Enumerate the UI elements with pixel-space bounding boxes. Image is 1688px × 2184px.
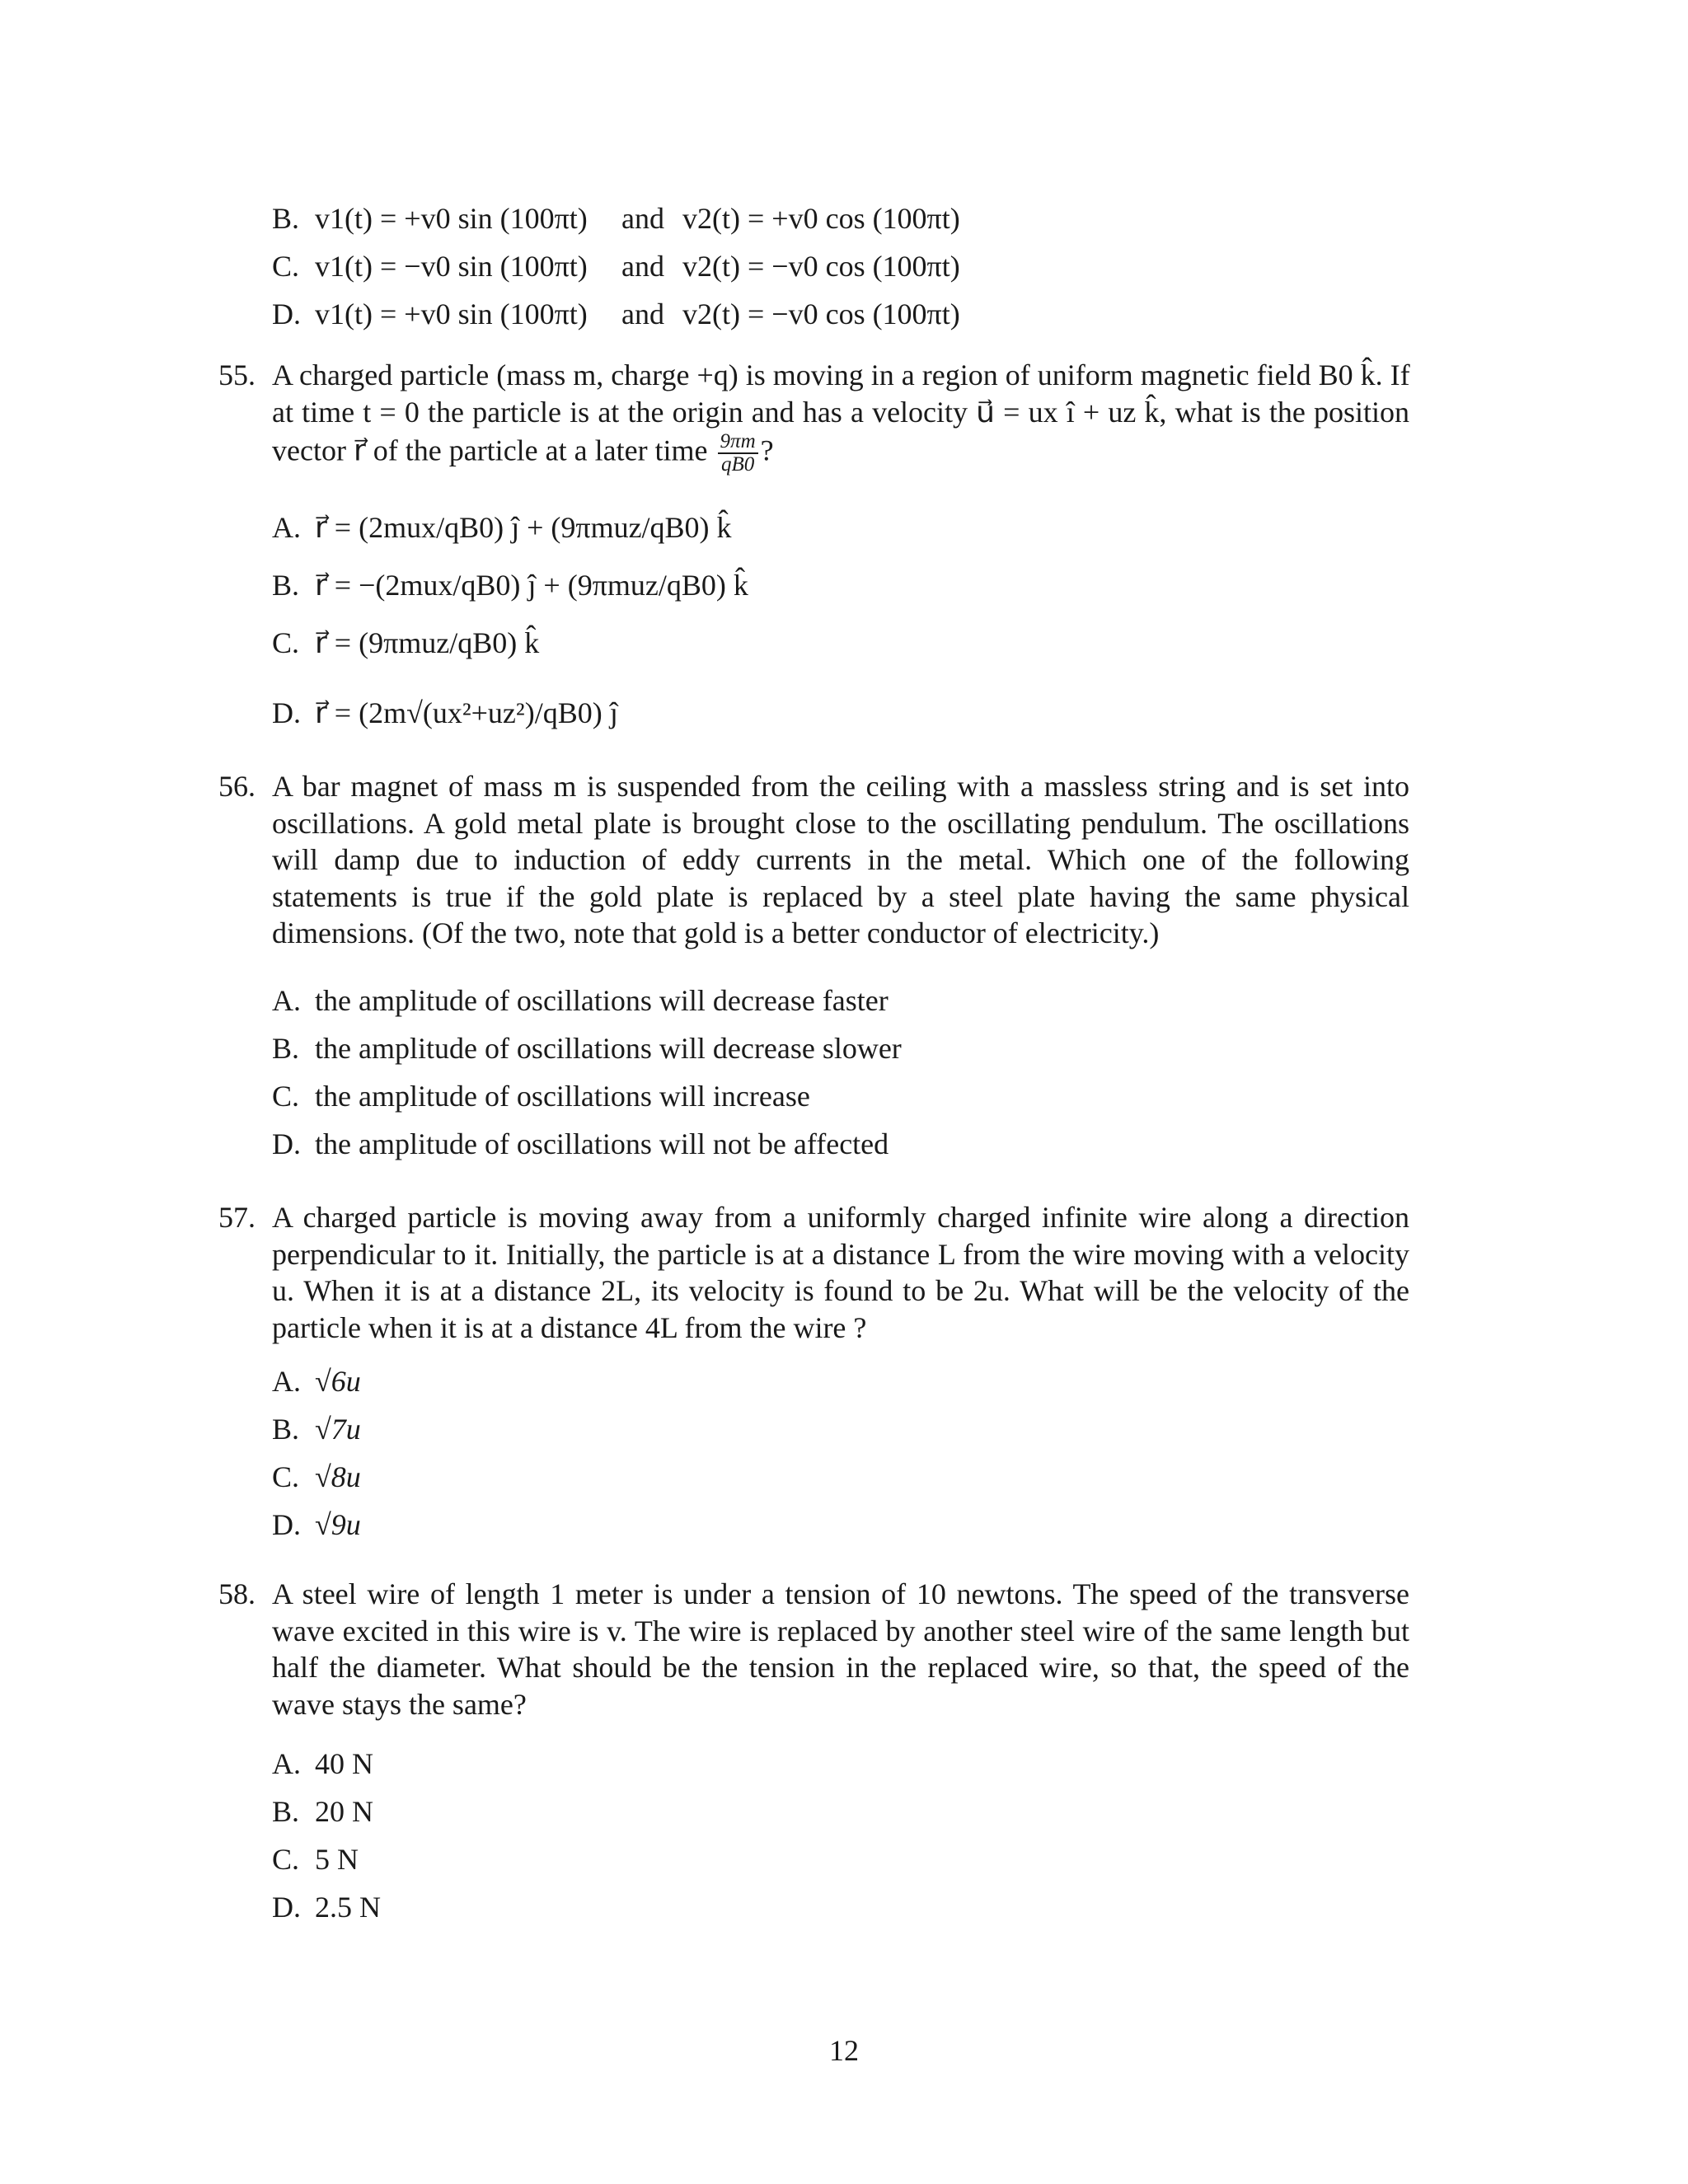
q56-option-b[interactable] [272, 1030, 902, 1066]
option-v1: v1(t) = +v0 sin (100πt) [315, 202, 588, 235]
option-label: D. [272, 1891, 301, 1924]
question-number: 57. [218, 1201, 256, 1234]
option-label: C. [272, 250, 300, 283]
option-v1: v1(t) = +v0 sin (100πt) [315, 298, 588, 330]
q58-option-d[interactable] [272, 1889, 381, 1925]
option-label: D. [272, 696, 301, 729]
option-text: the amplitude of oscillations will decrease slower [315, 1032, 902, 1065]
q55-option-c[interactable] [272, 625, 539, 661]
option-text: √7u [315, 1413, 361, 1446]
option-text: √9u [315, 1508, 361, 1541]
option-text: the amplitude of oscillations will decrease faster [315, 984, 889, 1017]
q57-option-c[interactable] [272, 1459, 361, 1495]
question-number: 56. [218, 770, 256, 803]
option-label: B. [272, 569, 300, 602]
option-v2: v2(t) = +v0 cos (100πt) [682, 202, 960, 235]
option-label: D. [272, 1508, 301, 1541]
option-text: 2.5 N [315, 1891, 381, 1924]
option-text: r⃗ = −(2mux/qB0) ĵ + (9πmuz/qB0) k̂ [315, 569, 748, 602]
question-text-line-3 [272, 431, 774, 476]
option-label: C. [272, 1843, 300, 1876]
option-label: D. [272, 298, 301, 330]
option-label: A. [272, 1747, 301, 1780]
option-text: 40 N [315, 1747, 373, 1780]
page-number: 12 [829, 2034, 859, 2067]
q57-option-d[interactable] [272, 1507, 361, 1543]
option-text: the amplitude of oscillations will increase [315, 1080, 810, 1113]
option-label: C. [272, 626, 300, 659]
prev-option-d [272, 296, 960, 332]
option-text: √6u [315, 1365, 361, 1398]
option-conj: and [621, 250, 664, 283]
option-text: 20 N [315, 1795, 373, 1828]
fraction-denominator: qB0 [720, 453, 755, 476]
option-v1: v1(t) = −v0 sin (100πt) [315, 250, 588, 283]
option-label: A. [272, 511, 301, 544]
option-label: D. [272, 1127, 301, 1160]
question-text-line-2: at time t = 0 the particle is at the origin and has a velocity u⃗ = ux î + uz k̂, what is the position [272, 396, 1409, 429]
q57-option-b[interactable] [272, 1411, 361, 1447]
option-conj: and [621, 202, 664, 235]
option-text: r⃗ = (2mux/qB0) ĵ + (9πmuz/qB0) k̂ [315, 511, 732, 544]
option-v2: v2(t) = −v0 cos (100πt) [682, 298, 960, 330]
question-text: A steel wire of length 1 meter is under a tension of 10 newtons. The speed of the transverse wave excited in this wire is v. The wire is replaced by another steel wire of the same length but half the diameter. What should be the tension in the replaced wire, so that, the speed of the wave stays the same? [272, 1577, 1409, 1721]
q55-option-d[interactable] [272, 695, 618, 731]
fraction-numerator: 9πm [718, 431, 758, 454]
question-text: A charged particle is moving away from a uniformly charged infinite wire along a direction perpendicular to it. Initially, the particle is at a distance L from the wire moving with a velocity u. When it is at a distance 2L, its velocity is found to be 2u. What will be the velocity of the particle when it is at a distance 4L from the wire ? [272, 1201, 1409, 1344]
question-mark: ? [760, 434, 774, 467]
q58-option-c[interactable] [272, 1841, 359, 1877]
prev-option-b [272, 200, 960, 237]
q55-option-a[interactable] [272, 509, 732, 546]
option-label: A. [272, 1365, 301, 1398]
question-text: A bar magnet of mass m is suspended from the ceiling with a massless string and is set into oscillations. A gold metal plate is brought close to the oscillating pendulum. The oscillations will damp due to induction of eddy currents in the metal. Which one of the following statements is true if the gold plate is replaced by a steel plate having the same physical dimensions. (Of the two, note that gold is a better conductor of electricity.) [272, 770, 1409, 949]
option-text: r⃗ = (9πmuz/qB0) k̂ [315, 626, 540, 659]
time-fraction [718, 431, 758, 476]
q56-option-d[interactable] [272, 1126, 889, 1162]
option-label: A. [272, 984, 301, 1017]
option-text: r⃗ = (2m√(ux²+uz²)/qB0) ĵ [315, 696, 618, 729]
option-v2: v2(t) = −v0 cos (100πt) [682, 250, 960, 283]
option-label: C. [272, 1460, 300, 1493]
q55-option-b[interactable] [272, 567, 748, 603]
option-label: B. [272, 1795, 300, 1828]
question-number: 58. [218, 1577, 256, 1610]
option-label: B. [272, 1032, 300, 1065]
q56-option-c[interactable] [272, 1078, 810, 1114]
question-number: 55. [218, 359, 256, 391]
option-label: C. [272, 1080, 300, 1113]
option-label: B. [272, 202, 300, 235]
prev-option-c [272, 248, 960, 284]
option-text: 5 N [315, 1843, 359, 1876]
option-conj: and [621, 298, 664, 330]
question-text-line-1: A charged particle (mass m, charge +q) is moving in a region of uniform magnetic field B0 k̂. If [272, 359, 1410, 391]
q58-option-b[interactable] [272, 1793, 373, 1830]
q58-option-a[interactable] [272, 1746, 373, 1782]
option-text: the amplitude of oscillations will not be affected [315, 1127, 889, 1160]
q56-option-a[interactable] [272, 982, 889, 1019]
option-label: B. [272, 1413, 300, 1446]
question-text: vector r⃗ of the particle at a later time [272, 434, 708, 467]
option-text: √8u [315, 1460, 361, 1493]
q57-option-a[interactable] [272, 1363, 361, 1399]
